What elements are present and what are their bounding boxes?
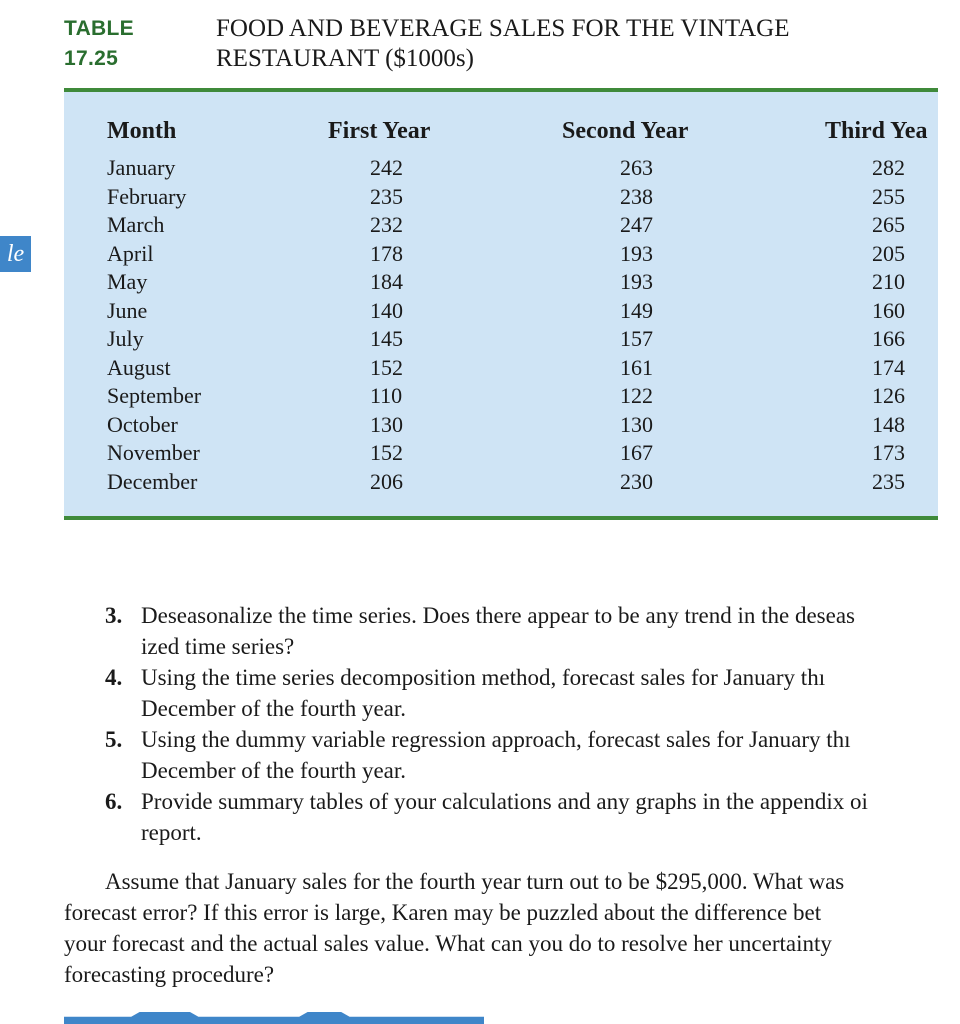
question-line: December of the fourth year. bbox=[141, 758, 407, 783]
cell-second-year: 263 bbox=[620, 155, 653, 180]
table-row bbox=[64, 240, 938, 269]
margin-tab: le bbox=[0, 236, 31, 272]
question-item bbox=[105, 662, 960, 724]
cell-third-year: 126 bbox=[872, 383, 905, 408]
table-row bbox=[64, 268, 938, 297]
table-row bbox=[64, 297, 938, 326]
cell-second-year: 230 bbox=[620, 468, 653, 494]
cell-month: August bbox=[107, 354, 171, 380]
question-number: 6. bbox=[105, 789, 123, 814]
cell-month: May bbox=[107, 269, 148, 294]
cell-first-year: 110 bbox=[370, 383, 403, 408]
question-line: Using the time series decomposition method, forecast sales for January thı bbox=[141, 665, 826, 690]
cell-month: September bbox=[107, 383, 202, 408]
cell-first-year: 145 bbox=[370, 326, 403, 351]
cell-second-year: 157 bbox=[620, 326, 653, 351]
forecast-paragraph bbox=[64, 866, 960, 990]
cell-first-year: 232 bbox=[370, 212, 403, 237]
question-number: 4. bbox=[105, 665, 123, 690]
cell-third-year: 160 bbox=[872, 297, 905, 323]
question-line: Using the dummy variable regression approach, forecast sales for January thı bbox=[141, 727, 851, 752]
cell-third-year: 205 bbox=[872, 240, 905, 266]
cell-second-year: 193 bbox=[620, 269, 653, 294]
question-item bbox=[105, 786, 960, 848]
question-number: 5. bbox=[105, 727, 123, 752]
cell-third-year: 210 bbox=[872, 269, 905, 294]
cell-second-year: 130 bbox=[620, 411, 653, 437]
header-second-year: Second Year bbox=[562, 118, 689, 144]
cell-third-year: 166 bbox=[872, 326, 905, 351]
cell-month: December bbox=[107, 468, 198, 494]
sales-table bbox=[64, 88, 938, 520]
cell-third-year: 235 bbox=[872, 468, 905, 494]
table-title bbox=[216, 14, 936, 74]
paragraph-line: forecasting procedure? bbox=[64, 962, 275, 987]
cell-second-year: 122 bbox=[620, 383, 653, 408]
cell-first-year: 206 bbox=[370, 468, 403, 494]
cell-first-year: 184 bbox=[370, 269, 403, 294]
cell-first-year: 152 bbox=[370, 440, 403, 465]
cell-third-year: 265 bbox=[872, 212, 905, 237]
table-row bbox=[64, 411, 938, 440]
table-row bbox=[64, 468, 938, 497]
cell-month: November bbox=[107, 440, 200, 465]
table-number: TABLE 17.25 bbox=[64, 17, 134, 70]
header-month: Month bbox=[107, 118, 177, 144]
question-line: December of the fourth year. bbox=[141, 696, 407, 721]
cell-month: July bbox=[107, 326, 144, 351]
table-title-line-2: RESTAURANT ($1000s) bbox=[216, 45, 474, 72]
cell-second-year: 238 bbox=[620, 183, 653, 209]
cell-second-year: 167 bbox=[620, 440, 653, 465]
table-row bbox=[64, 183, 938, 212]
table-title-line-1: FOOD AND BEVERAGE SALES FOR THE VINTAGE bbox=[216, 15, 790, 42]
table-row bbox=[64, 354, 938, 383]
question-number: 3. bbox=[105, 603, 123, 628]
cell-first-year: 235 bbox=[370, 183, 403, 209]
cell-first-year: 152 bbox=[370, 354, 403, 380]
cell-month: March bbox=[107, 212, 165, 237]
question-line: report. bbox=[141, 820, 202, 845]
table-body bbox=[64, 154, 938, 496]
cell-third-year: 174 bbox=[872, 354, 905, 380]
cell-first-year: 242 bbox=[370, 155, 403, 180]
table-row bbox=[64, 439, 938, 468]
section-heading-fragment bbox=[64, 1012, 484, 1024]
question-item bbox=[105, 724, 960, 786]
cell-second-year: 149 bbox=[620, 297, 653, 323]
question-line: ized time series? bbox=[141, 634, 295, 659]
question-list bbox=[105, 600, 960, 848]
table-row bbox=[64, 154, 938, 183]
cell-first-year: 130 bbox=[370, 411, 403, 437]
header-first-year: First Year bbox=[328, 118, 431, 144]
cell-first-year: 178 bbox=[370, 240, 403, 266]
cell-second-year: 247 bbox=[620, 212, 653, 237]
question-line: Provide summary tables of your calculations and any graphs in the appendix oi bbox=[141, 789, 868, 814]
table-row bbox=[64, 325, 938, 354]
table-row bbox=[64, 211, 938, 240]
cell-second-year: 193 bbox=[620, 240, 653, 266]
cell-month: April bbox=[107, 240, 154, 266]
paragraph-line: your forecast and the actual sales value. What can you do to resolve her uncertainty bbox=[64, 931, 832, 956]
question-line: Deseasonalize the time series. Does there appear to be any trend in the deseas bbox=[141, 603, 855, 628]
cell-third-year: 148 bbox=[872, 411, 905, 437]
question-item bbox=[105, 600, 960, 662]
cell-first-year: 140 bbox=[370, 297, 403, 323]
cell-third-year: 173 bbox=[872, 440, 905, 465]
cell-third-year: 255 bbox=[872, 183, 905, 209]
paragraph-line: Assume that January sales for the fourth year turn out to be $295,000. What was bbox=[105, 869, 845, 894]
cell-month: February bbox=[107, 183, 187, 209]
cell-month: June bbox=[107, 297, 148, 323]
paragraph-line: forecast error? If this error is large, Karen may be puzzled about the difference bet bbox=[64, 900, 822, 925]
cell-month: January bbox=[107, 155, 176, 180]
cell-month: October bbox=[107, 411, 178, 437]
cell-second-year: 161 bbox=[620, 354, 653, 380]
table-row bbox=[64, 382, 938, 411]
cell-third-year: 282 bbox=[872, 155, 905, 180]
header-third-year: Third Yea bbox=[825, 118, 928, 144]
